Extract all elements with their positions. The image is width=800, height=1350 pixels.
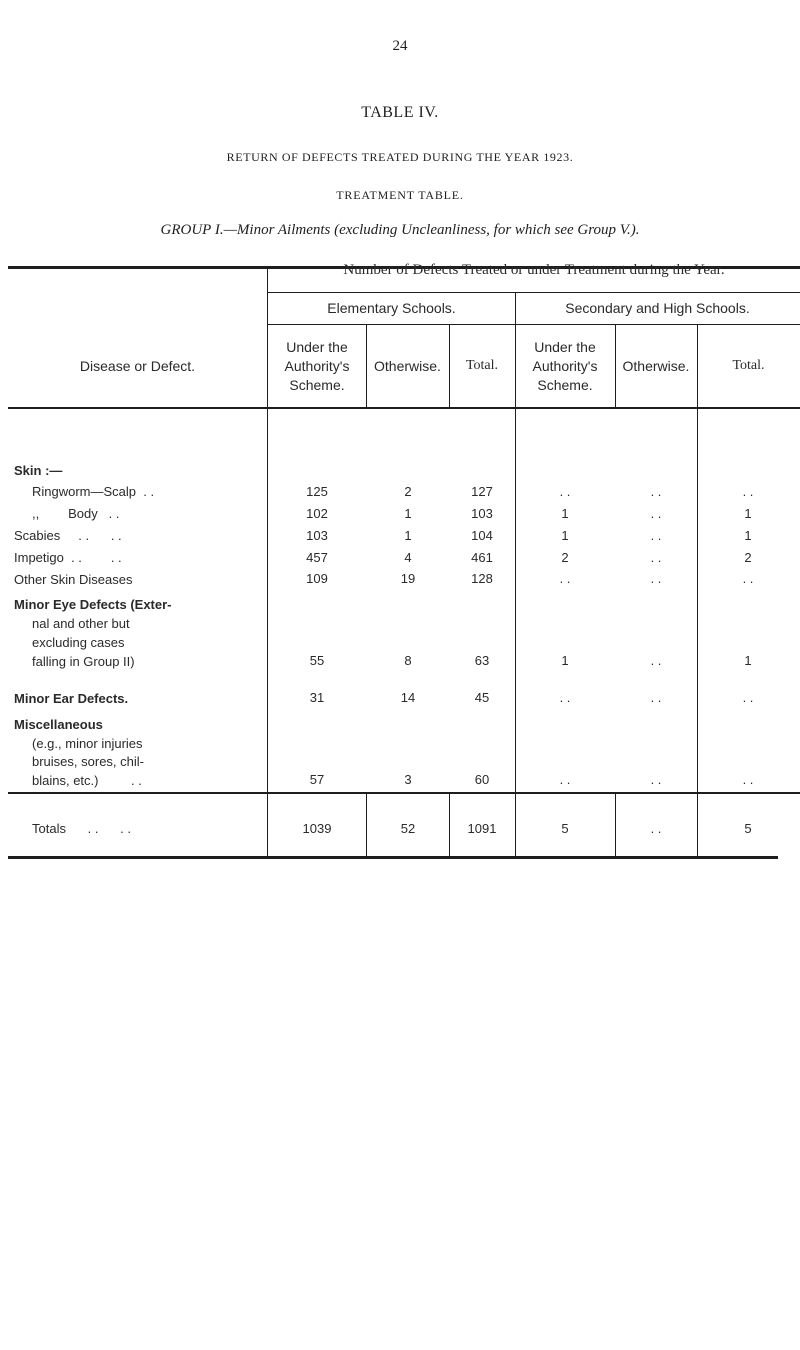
row-label-minor-eye-2: nal and other but (32, 616, 130, 631)
header-elem-under-3: Scheme. (289, 377, 345, 393)
row-label-misc-2: (e.g., minor injuries (32, 736, 143, 751)
header-elementary: Elementary Schools. (327, 300, 456, 316)
totals-top-rule (8, 792, 800, 794)
header-sec-otherwise: Otherwise. (622, 358, 690, 374)
other-skin-col-5: . . (650, 571, 662, 586)
totals-col-3: 1091 (467, 821, 497, 836)
impetigo-col-6: 2 (744, 550, 752, 565)
header-sec-under-2: Authority's (532, 358, 598, 374)
other-skin-col-1: 109 (306, 571, 328, 586)
col-rule-6 (697, 325, 698, 856)
misc-col-1: 57 (309, 772, 325, 787)
misc-col-2: 3 (404, 772, 412, 787)
row-label-minor-ear: Minor Ear Defects. (14, 691, 129, 706)
misc-col-5: . . (650, 772, 662, 787)
row-label-impetigo: Impetigo . . . . (14, 550, 122, 565)
minor-ear-col-3: 45 (474, 690, 490, 705)
impetigo-col-5: . . (650, 550, 662, 565)
skin-heading: Skin :— (14, 463, 63, 478)
row-label-misc-3: bruises, sores, chil- (32, 754, 144, 769)
scabies-col-4: 1 (561, 528, 569, 543)
header-rule-2 (268, 324, 800, 325)
impetigo-col-1: 457 (306, 550, 328, 565)
header-secondary: Secondary and High Schools. (565, 300, 750, 316)
scabies-col-1: 103 (306, 528, 328, 543)
scabies-col-5: . . (650, 528, 662, 543)
other-skin-col-3: 128 (471, 571, 493, 586)
scabies-col-6: 1 (744, 528, 752, 543)
ringworm-body-col-2: 1 (404, 506, 412, 521)
ringworm-scalp-col-1: 125 (306, 484, 328, 499)
ringworm-body-col-4: 1 (561, 506, 569, 521)
table-title: TABLE IV. (361, 104, 439, 121)
ringworm-scalp-col-3: 127 (471, 484, 493, 499)
header-sec-under-1: Under the (534, 339, 596, 355)
ringworm-body-col-1: 102 (306, 506, 328, 521)
row-label-other-skin: Other Skin Diseases (14, 572, 133, 587)
row-label-misc-1: Miscellaneous (14, 717, 103, 732)
row-label-ringworm-body: ,, Body . . (32, 506, 120, 521)
totals-col-4: 5 (561, 821, 569, 836)
header-bottom-rule (8, 407, 800, 409)
scabies-col-2: 1 (404, 528, 412, 543)
impetigo-col-2: 4 (404, 550, 412, 565)
treatment-title: TREATMENT TABLE. (336, 188, 464, 202)
misc-col-4: . . (559, 772, 571, 787)
totals-col-6: 5 (744, 821, 752, 836)
ringworm-body-col-5: . . (650, 506, 662, 521)
return-title: RETURN OF DEFECTS TREATED DURING THE YEAR 1923. (226, 150, 574, 164)
page-number: 24 (392, 38, 408, 54)
ringworm-body-col-6: 1 (744, 506, 752, 521)
minor-eye-col-5: . . (650, 653, 662, 668)
ringworm-body-col-3: 103 (471, 506, 493, 521)
ringworm-scalp-col-2: 2 (404, 484, 412, 499)
row-label-minor-eye-4: falling in Group II) (32, 654, 135, 669)
minor-ear-col-1: 31 (309, 690, 325, 705)
minor-ear-col-2: 14 (400, 690, 416, 705)
header-elem-otherwise: Otherwise. (374, 358, 441, 374)
ringworm-scalp-col-6: . . (742, 484, 754, 499)
misc-col-6: . . (742, 772, 754, 787)
header-elem-under-1: Under the (286, 339, 348, 355)
totals-col-1: 1039 (302, 821, 332, 836)
other-skin-col-2: 19 (400, 571, 416, 586)
row-label-ringworm-scalp: Ringworm—Scalp . . (32, 484, 155, 499)
totals-col-2: 52 (400, 821, 416, 836)
scabies-col-3: 104 (471, 528, 493, 543)
minor-ear-col-5: . . (650, 690, 662, 705)
row-label-scabies: Scabies . . . . (14, 528, 122, 543)
impetigo-col-4: 2 (561, 550, 569, 565)
col-rule-3b (449, 793, 450, 856)
header-rule-1 (268, 292, 800, 293)
totals-col-5: . . (650, 821, 662, 836)
bottom-rule (8, 856, 778, 859)
row-label-minor-eye-3: excluding cases (32, 635, 125, 650)
header-disease: Disease or Defect. (79, 358, 196, 374)
minor-ear-col-6: . . (742, 690, 754, 705)
row-label-minor-eye-1: Minor Eye Defects (Exter- (14, 597, 172, 612)
other-skin-col-4: . . (559, 571, 571, 586)
minor-eye-col-6: 1 (744, 653, 752, 668)
minor-ear-col-4: . . (559, 690, 571, 705)
minor-eye-col-1: 55 (309, 653, 325, 668)
ringworm-scalp-col-4: . . (559, 484, 571, 499)
row-label-misc-4: blains, etc.) . . (32, 773, 142, 788)
header-elem-under-2: Authority's (284, 358, 350, 374)
header-elem-total: Total. (465, 358, 499, 373)
header-top: Number of Defects Treated or under Treatment during the Year. (343, 262, 725, 278)
impetigo-col-3: 461 (471, 550, 493, 565)
ringworm-scalp-col-5: . . (650, 484, 662, 499)
totals-label: Totals . . . . (32, 821, 131, 836)
col-rule-2b (366, 793, 367, 856)
minor-eye-col-3: 63 (474, 653, 490, 668)
header-sec-under-3: Scheme. (537, 377, 593, 393)
other-skin-col-6: . . (742, 571, 754, 586)
header-sec-total: Total. (732, 358, 765, 373)
group-title: GROUP I.—Minor Ailments (excluding Uncleanliness, for which see Group V.). (160, 222, 640, 238)
minor-eye-col-4: 1 (561, 653, 569, 668)
minor-eye-col-2: 8 (404, 653, 412, 668)
misc-col-3: 60 (474, 772, 490, 787)
col-rule-5b (615, 793, 616, 856)
